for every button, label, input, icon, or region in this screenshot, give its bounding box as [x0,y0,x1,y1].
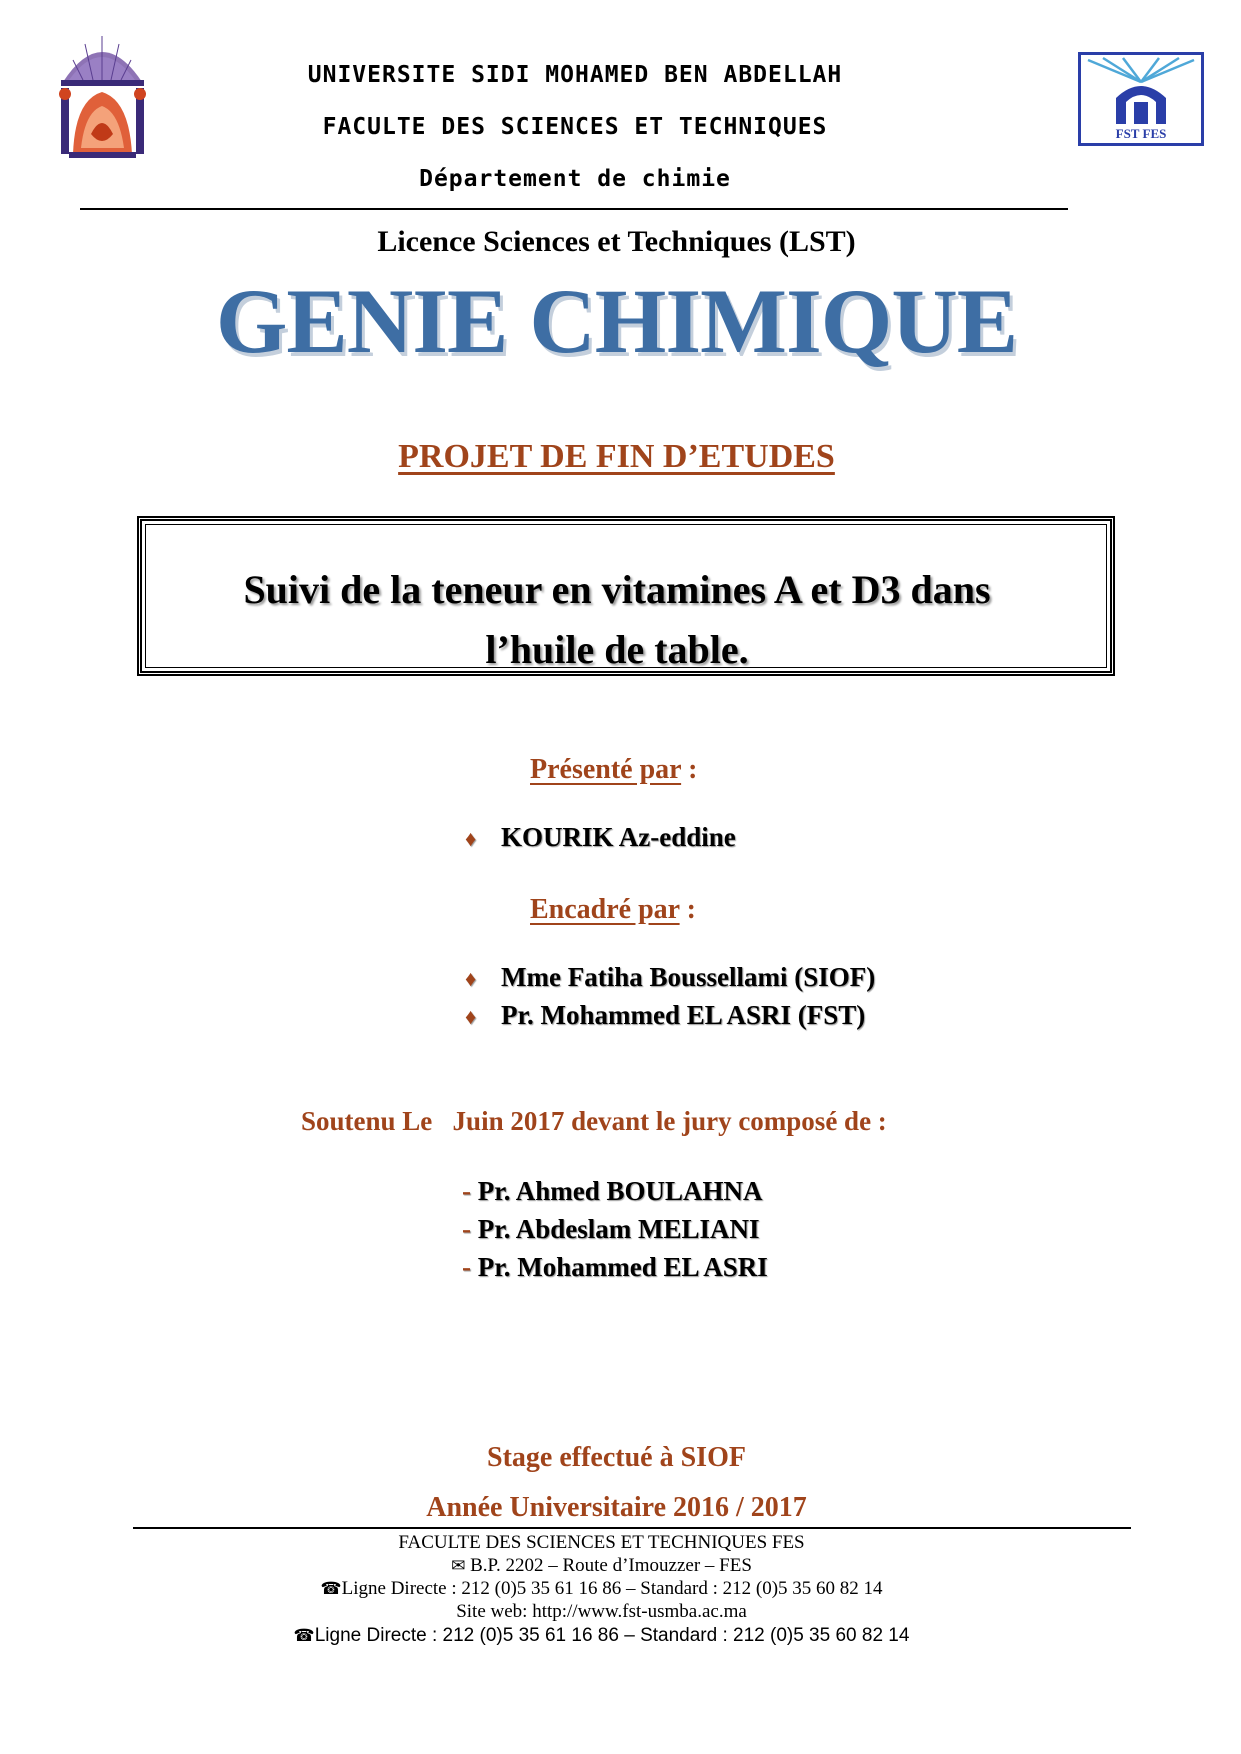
diamond-bullet-icon: ♦ [465,826,477,851]
student-item [465,822,736,853]
footer-phone-repeat-text: Ligne Directe : 212 (0)5 35 61 16 86 – Standard : 212 (0)5 35 60 82 14 [314,1625,910,1646]
subject-line-2: l’huile de table. [485,627,749,672]
university-logo [55,30,150,160]
supervised-by-colon: : [679,894,696,925]
jury-dash: - [462,1214,478,1244]
mailbox-icon: ✉ [451,1556,466,1576]
faculty-name: FACULTE DES SCIENCES ET TECHNIQUES [322,114,828,140]
telephone-icon: ☎ [320,1579,342,1599]
department-name: Département de chimie [419,166,731,192]
footer-phone-text: Ligne Directe : 212 (0)5 35 61 16 86 – Standard : 212 (0)5 35 60 82 14 [341,1578,883,1599]
jury-dash: - [462,1176,478,1206]
licence-title: Licence Sciences et Techniques (LST) [377,225,856,258]
presented-by-text: Présenté par [530,754,682,785]
university-name: UNIVERSITE SIDI MOHAMED BEN ABDELLAH [307,62,843,88]
supervised-by-text: Encadré par [530,894,680,925]
supervisor-item [465,1000,865,1031]
defense-text: Juin 2017 devant le jury composé de : [452,1106,887,1136]
header-divider [80,208,1068,210]
jury-member [462,1214,760,1245]
footer-address [0,1554,1203,1578]
defense-line [301,1106,887,1137]
student-name: KOURIK Az-eddine [501,822,736,852]
footer-address-text: B.P. 2202 – Route d’Imouzzer – FES [470,1555,752,1576]
presented-by-label [530,754,697,786]
supervisor-item [465,962,875,993]
jury-name: Pr. Abdeslam MELIANI [477,1214,760,1244]
supervisor-name: Mme Fatiha Boussellami (SIOF) [501,962,876,992]
telephone-icon: ☎ [293,1626,315,1646]
jury-member [462,1176,763,1207]
academic-year: Année Universitaire 2016 / 2017 [426,1492,807,1523]
jury-name: Pr. Mohammed EL ASRI [477,1252,768,1282]
main-title: GENIE CHIMIQUE [215,270,1018,372]
jury-name: Pr. Ahmed BOULAHNA [477,1176,763,1206]
subject-line-1: Suivi de la teneur en vitamines A et D3 dans [243,567,991,612]
diamond-bullet-icon: ♦ [465,966,477,991]
footer-faculty: FACULTE DES SCIENCES ET TECHNIQUES FES [398,1532,805,1553]
footer-phone-repeat [0,1624,1203,1648]
supervisor-name: Pr. Mohammed EL ASRI (FST) [501,1000,866,1030]
presented-by-colon: : [681,754,698,785]
subject-title [150,560,1084,680]
jury-dash: - [462,1252,478,1282]
jury-member [462,1252,768,1283]
defense-prefix: Soutenu Le [301,1106,433,1136]
project-type: PROJET DE FIN D’ETUDES [398,438,835,475]
footer-phone [0,1577,1203,1601]
fst-logo-text: FST FES [1115,126,1167,141]
diamond-bullet-icon: ♦ [465,1004,477,1029]
footer-divider [133,1527,1131,1529]
internship-place: Stage effectué à SIOF [487,1442,746,1473]
footer-website: Site web: http://www.fst-usmba.ac.ma [456,1601,747,1622]
supervised-by-label [530,894,696,926]
